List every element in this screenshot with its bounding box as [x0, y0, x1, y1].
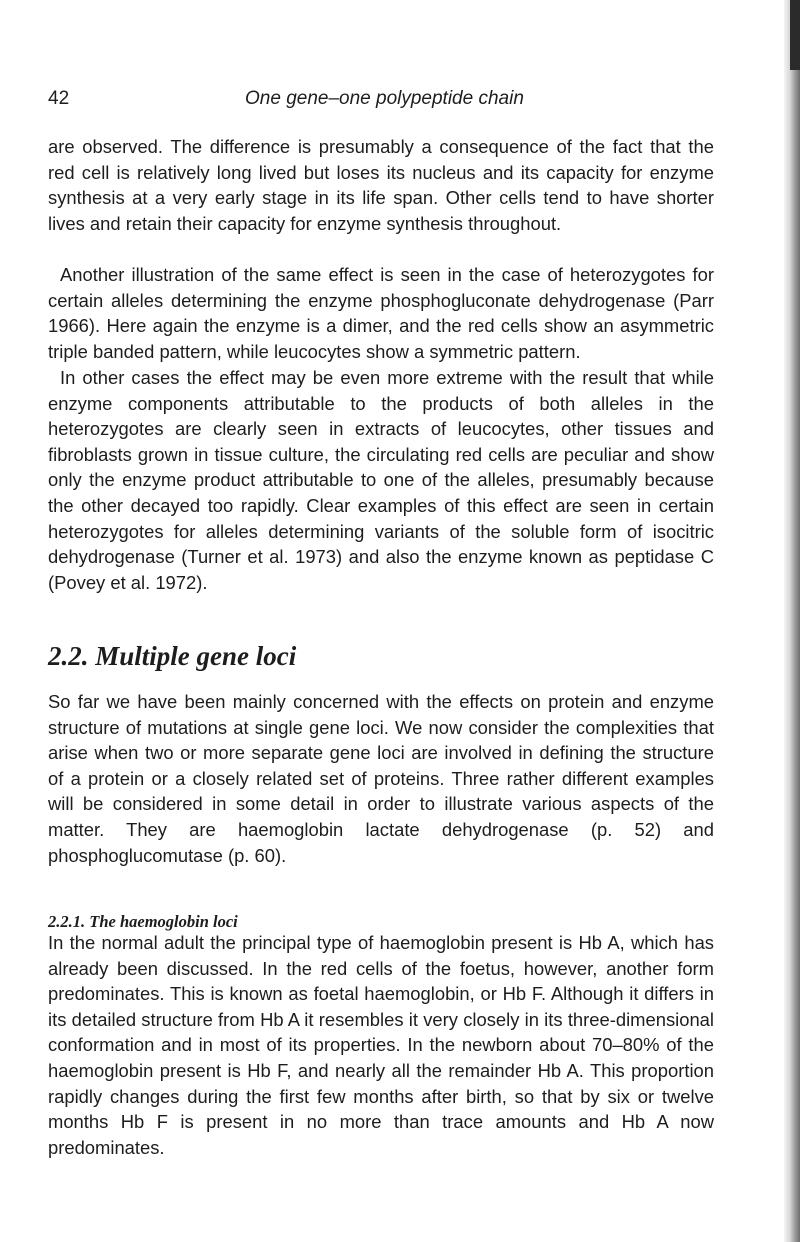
running-head: One gene–one polypeptide chain — [245, 88, 524, 109]
paragraph-multiple-gene-loci-intro: So far we have been mainly concerned with the effects on protein and enzyme structure of mutations at single gene loci. We now consider the complexities that arise when two or more separate gene loci are involved in defining the structure of a protein or a closely related set of proteins. Three rather different examples will be considered in some detail in order to illustrate various aspects of the matter. They are haemoglobin lactate dehydrogenase (p. 52) and phosphoglucomutase (p. 60). — [48, 691, 714, 866]
paragraph-red-cell-continuation: are observed. The difference is presumably a consequence of the fact that the red cell is relatively long lived but loses its nucleus and its capacity for enzyme synthesis at a very early stage in its life span. Other cells tend to have shorter lives and retain their capacity for enzyme synthesis throughout. — [48, 136, 714, 234]
subsection-heading-haemoglobin-loci: 2.2.1. The haemoglobin loci — [48, 912, 238, 931]
page-edge-shadow — [784, 0, 800, 1242]
section-heading-multiple-gene-loci: 2.2. Multiple gene loci — [48, 641, 297, 671]
page-number: 42 — [48, 88, 70, 109]
page-edge-dark-corner — [790, 0, 800, 70]
page-header — [48, 88, 748, 114]
paragraph-phosphogluconate-dehydrogenase: Another illustration of the same effect is seen in the case of heterozygotes for certain alleles determining the enzyme phosphogluconate dehydrogenase (Parr 1966). Here again the enzyme is a dimer, and the red cells show an asymmetric triple banded pattern, while leucocytes show a symmetric pattern. — [48, 264, 714, 362]
paragraph-extreme-effect: In other cases the effect may be even more extreme with the result that while enzyme components attributable to the products of both alleles in the heterozygotes are clearly seen in extracts of leucocytes, other tissues and fibroblasts grown in tissue culture, the circulating red cells are peculiar and show only the enzyme product attributable to one of the alleles, presumably because the other decayed too rapidly. Clear examples of this effect are seen in certain heterozygotes for alleles determining variants of the soluble form of isocitric dehydrogenase (Turner et al. 1973) and also the enzyme known as peptidase C (Povey et al. 1972). — [48, 367, 714, 593]
paragraph-haemoglobin-types: In the normal adult the principal type of haemoglobin present is Hb A, which has already been discussed. In the red cells of the foetus, however, another form predominates. This is known as foetal haemoglobin, or Hb F. Although it differs in its detailed structure from Hb A it resembles it very closely in its three-dimensional conformation and in most of its properties. In the newborn about 70–80% of the haemoglobin present is Hb F, and nearly all the remainder Hb A. This proportion rapidly changes during the first few months after birth, so that by six or twelve months Hb F is present in no more than trace amounts and Hb A now predominates. — [48, 932, 714, 1158]
